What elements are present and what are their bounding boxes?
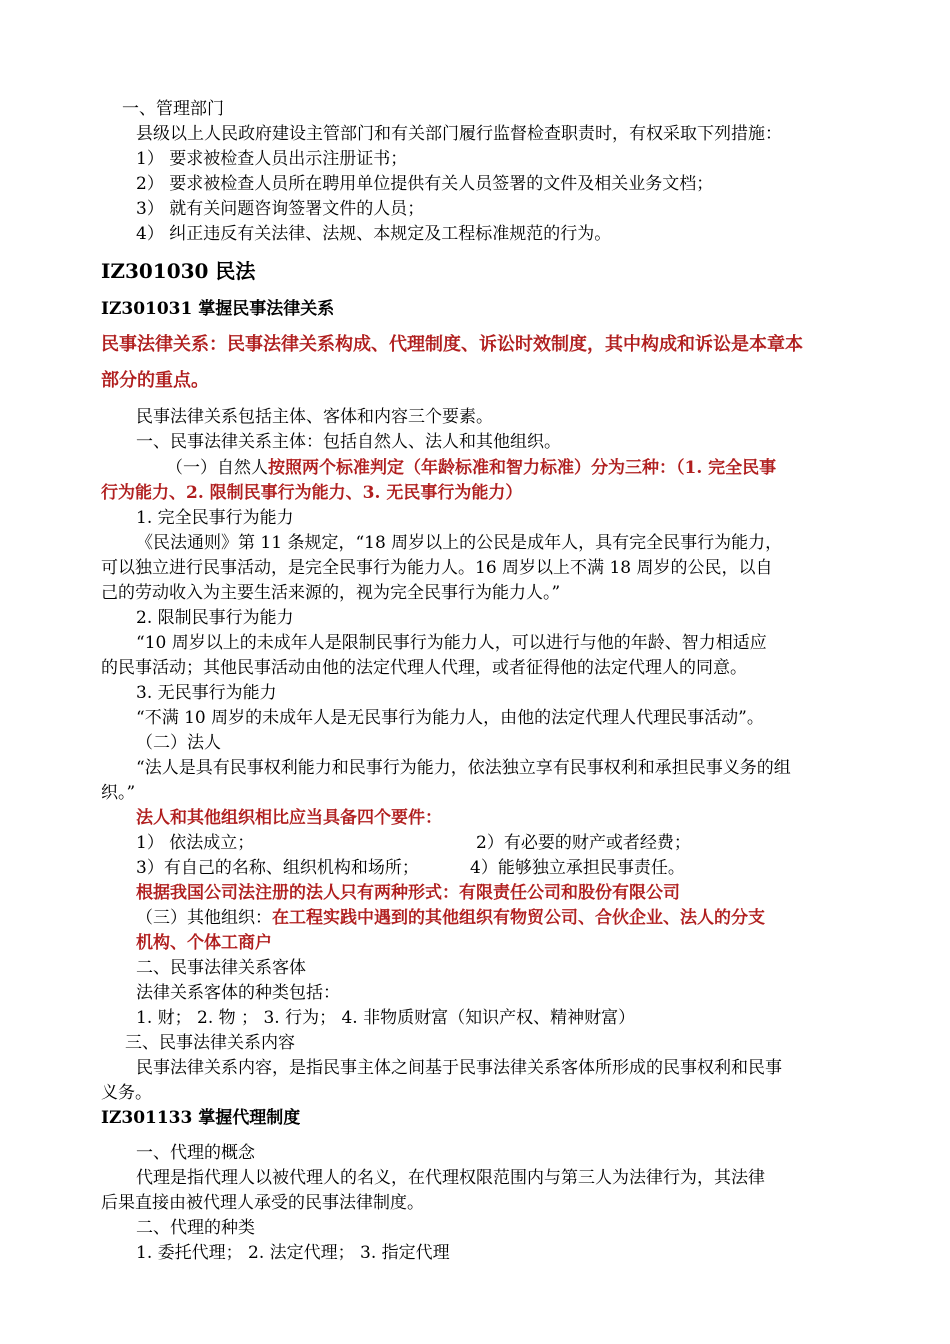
legal-requirements-heading: 法人和其他组织相比应当具备四个要件： xyxy=(136,808,442,828)
object-kinds: 1. 财； 2. 物 ； 3. 行为； 4. 非物质财富（知识产权、精神财富） xyxy=(136,1008,636,1028)
paragraph: 义务。 xyxy=(101,1083,152,1103)
natural-person-emphasis: 按照两个标准判定（年龄标准和智力标准）分为三种：（1. 完全民事 xyxy=(268,458,777,478)
paragraph: 的民事活动；其他民事活动由他的法定代理人代理，或者征得他的法定代理人的同意。 xyxy=(101,658,747,678)
natural-person-label: （一）自然人 xyxy=(166,458,268,478)
mgmt-item: 3） 就有关问题咨询签署文件的人员； xyxy=(136,199,425,219)
natural-person-line xyxy=(166,456,776,480)
paragraph: “不满 10 周岁的未成年人是无民事行为能力人，由他的法定代理人代理民事活动”。 xyxy=(136,708,764,728)
heading-subject: 一、民事法律关系主体：包括自然人、法人和其他组织。 xyxy=(136,432,561,452)
paragraph: “法人是具有民事权利能力和民事行为能力，依法独立享有民事权利和承担民事义务的组 xyxy=(136,758,791,778)
mgmt-item: 4） 纠正违反有关法律、法规、本规定及工程标准规范的行为。 xyxy=(136,224,612,244)
paragraph: 可以独立进行民事活动，是完全民事行为能力人。16 周岁以上不满 18 周岁的公民，以自 xyxy=(101,558,773,578)
paragraph: “10 周岁以上的未成年人是限制民事行为能力人，可以进行与他的年龄、智力相适应 xyxy=(136,633,767,653)
paragraph: 代理是指代理人以被代理人的名义，在代理权限范围内与第三人为法律行为，其法律 xyxy=(136,1168,765,1188)
mgmt-intro: 县级以上人民政府建设主管部门和有关部门履行监督检查职责时，有权采取下列措施： xyxy=(136,124,782,144)
mgmt-item: 1） 要求被检查人员出示注册证书； xyxy=(136,149,408,169)
paragraph: 己的劳动收入为主要生活来源的，视为完全民事行为能力人。” xyxy=(101,583,561,603)
other-org-label: （三）其他组织： xyxy=(136,908,272,928)
mgmt-heading: 一、管理部门 xyxy=(122,99,224,119)
heading-content: 三、民事法律关系内容 xyxy=(125,1033,295,1053)
paragraph: 织。” xyxy=(101,783,136,803)
key-note-line: 民事法律关系：民事法律关系构成、代理制度、诉讼时效制度，其中构成和诉讼是本章本 xyxy=(101,334,803,355)
key-note-line: 部分的重点。 xyxy=(101,370,209,391)
paragraph: 民事法律关系包括主体、客体和内容三个要素。 xyxy=(136,407,493,427)
paragraph: 《民法通则》第 11 条规定，“18 周岁以上的公民是成年人，具有完全民事行为能力， xyxy=(136,533,783,553)
requirement-item: 4）能够独立承担民事责任。 xyxy=(470,858,685,878)
other-org-line xyxy=(136,906,765,930)
heading-agency-concept: 一、代理的概念 xyxy=(136,1143,255,1163)
heading-object: 二、民事法律关系客体 xyxy=(136,958,306,978)
requirement-item: 3）有自己的名称、组织机构和场所； xyxy=(136,858,419,878)
paragraph: 民事法律关系内容，是指民事主体之间基于民事法律关系客体所形成的民事权利和民事 xyxy=(136,1058,782,1078)
heading-limited-capacity: 2. 限制民事行为能力 xyxy=(136,608,294,628)
section-title: IZ301030 民法 xyxy=(101,259,256,283)
heading-no-capacity: 3. 无民事行为能力 xyxy=(136,683,277,703)
subsection-title: IZ301133 掌握代理制度 xyxy=(101,1108,301,1128)
heading-legal-person: （二）法人 xyxy=(136,733,221,753)
natural-person-emphasis: 行为能力、2. 限制民事行为能力、3. 无民事行为能力） xyxy=(101,483,523,503)
subsection-title: IZ301031 掌握民事法律关系 xyxy=(101,299,335,319)
paragraph: 法律关系客体的种类包括： xyxy=(136,983,340,1003)
mgmt-item: 2） 要求被检查人员所在聘用单位提供有关人员签署的文件及相关业务文档； xyxy=(136,174,714,194)
requirement-item: 2）有必要的财产或者经费； xyxy=(476,833,691,853)
heading-full-capacity: 1. 完全民事行为能力 xyxy=(136,508,294,528)
paragraph: 后果直接由被代理人承受的民事法律制度。 xyxy=(101,1193,424,1213)
other-org-emphasis: 机构、个体工商户 xyxy=(136,933,272,953)
heading-agency-types: 二、代理的种类 xyxy=(136,1218,255,1238)
other-org-emphasis: 在工程实践中遇到的其他组织有物贸公司、合伙企业、法人的分支 xyxy=(272,908,765,928)
company-forms-note: 根据我国公司法注册的法人只有两种形式：有限责任公司和股份有限公司 xyxy=(136,883,680,903)
requirement-item: 1） 依法成立； xyxy=(136,833,255,853)
agency-types-list: 1. 委托代理； 2. 法定代理； 3. 指定代理 xyxy=(136,1243,450,1263)
